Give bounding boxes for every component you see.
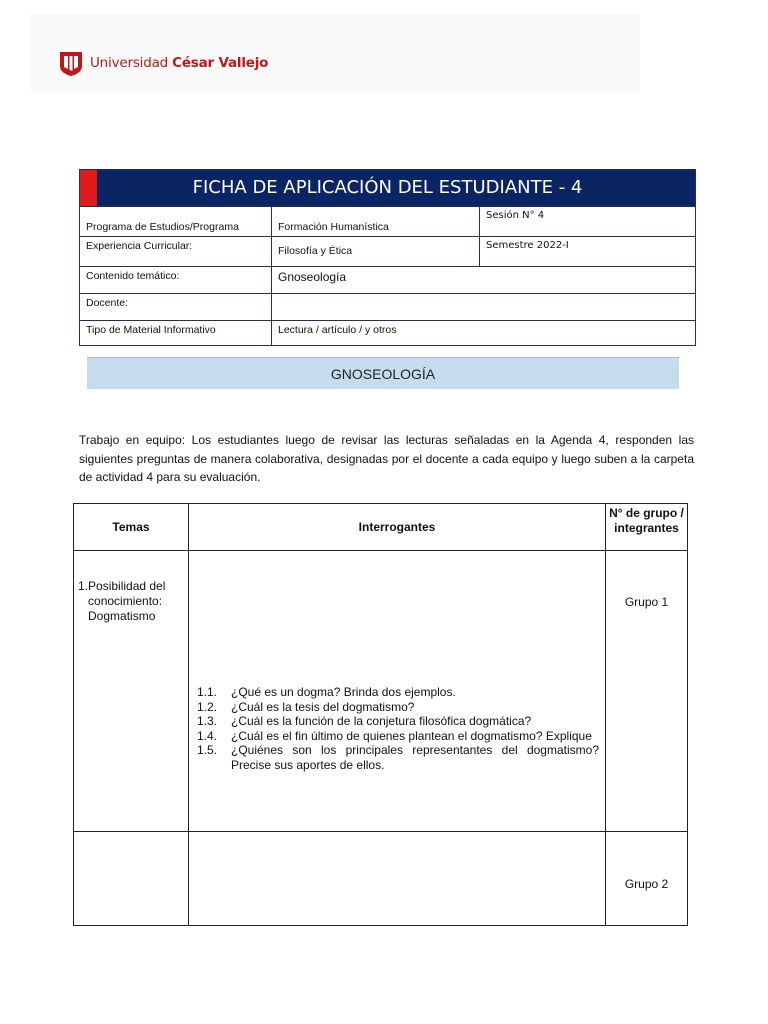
info-row-experience [80, 236, 695, 266]
info-row-material [80, 320, 695, 345]
teacher-value [272, 294, 695, 320]
university-shield-icon [60, 50, 82, 76]
group-cell: Grupo 1 [624, 595, 669, 609]
semester-value: Semestre 2022-I [486, 240, 569, 251]
group-cell: Grupo 2 [624, 877, 669, 891]
table-row [74, 831, 687, 925]
program-label: Programa de Estudios/Programa [80, 207, 272, 236]
question-item: 1.2. ¿Cuál es la tesis del dogmatismo? [197, 699, 415, 714]
session-value: Sesión N° 4 [486, 210, 545, 221]
question-item: 1.4. ¿Cuál es el fin último de quienes plantean el dogmatismo? Explique [197, 728, 592, 743]
section-title: GNOSEOLOGÍA [87, 357, 679, 389]
question-item: 1.5. ¿Quiénes son los principales representantes del dogmatismo? Precise sus aportes de ellos. [197, 743, 599, 772]
question-item: 1.1. ¿Qué es un dogma? Brinda dos ejemplos. [197, 685, 456, 699]
header-group: N° de grupo / integrantes [609, 506, 684, 535]
document-title: FICHA DE APLICACIÓN DEL ESTUDIANTE - 4 [192, 177, 583, 198]
questions-cell [189, 832, 606, 925]
program-value: Formación Humanística [272, 207, 480, 236]
intro-paragraph: Trabajo en equipo: Los estudiantes luego de revisar las lecturas señaladas en la Agenda 4, responden las siguientes preguntas de manera colaborativa, designadas por el docente a cada equipo y luego suben a la carpeta de actividad 4 para su evaluación. [79, 433, 694, 484]
teacher-label: Docente: [80, 294, 272, 320]
experience-label: Experiencia Curricular: [80, 237, 272, 266]
questions-cell [189, 551, 606, 831]
content-label: Contenido temático: [80, 267, 272, 293]
info-title-bar [80, 170, 695, 206]
table-header-row [74, 504, 687, 550]
material-value: Lectura / artículo / y otros [278, 324, 397, 336]
topic-cell [74, 832, 189, 925]
header-topics: Temas [74, 504, 189, 550]
material-label: Tipo de Material Informativo [80, 321, 272, 345]
info-row-content [80, 266, 695, 293]
topic-cell [74, 551, 189, 831]
info-row-program [80, 206, 695, 236]
info-table [79, 169, 696, 346]
university-name: Universidad César Vallejo [90, 55, 269, 71]
table-row [74, 550, 687, 831]
questions-table [73, 503, 688, 926]
header-questions: Interrogantes [189, 504, 606, 550]
topic-text: Posibilidad del conocimiento: Dogmatismo [88, 579, 166, 623]
question-item: 1.3. ¿Cuál es la función de la conjetura filosófica dogmática? [197, 714, 532, 728]
questions-list [189, 551, 605, 772]
content-value: Gnoseología [278, 270, 347, 284]
university-logo [60, 50, 268, 76]
topic-number: 1. [78, 579, 89, 593]
experience-value: Filosofía y Ética [272, 237, 480, 266]
info-row-teacher [80, 293, 695, 320]
